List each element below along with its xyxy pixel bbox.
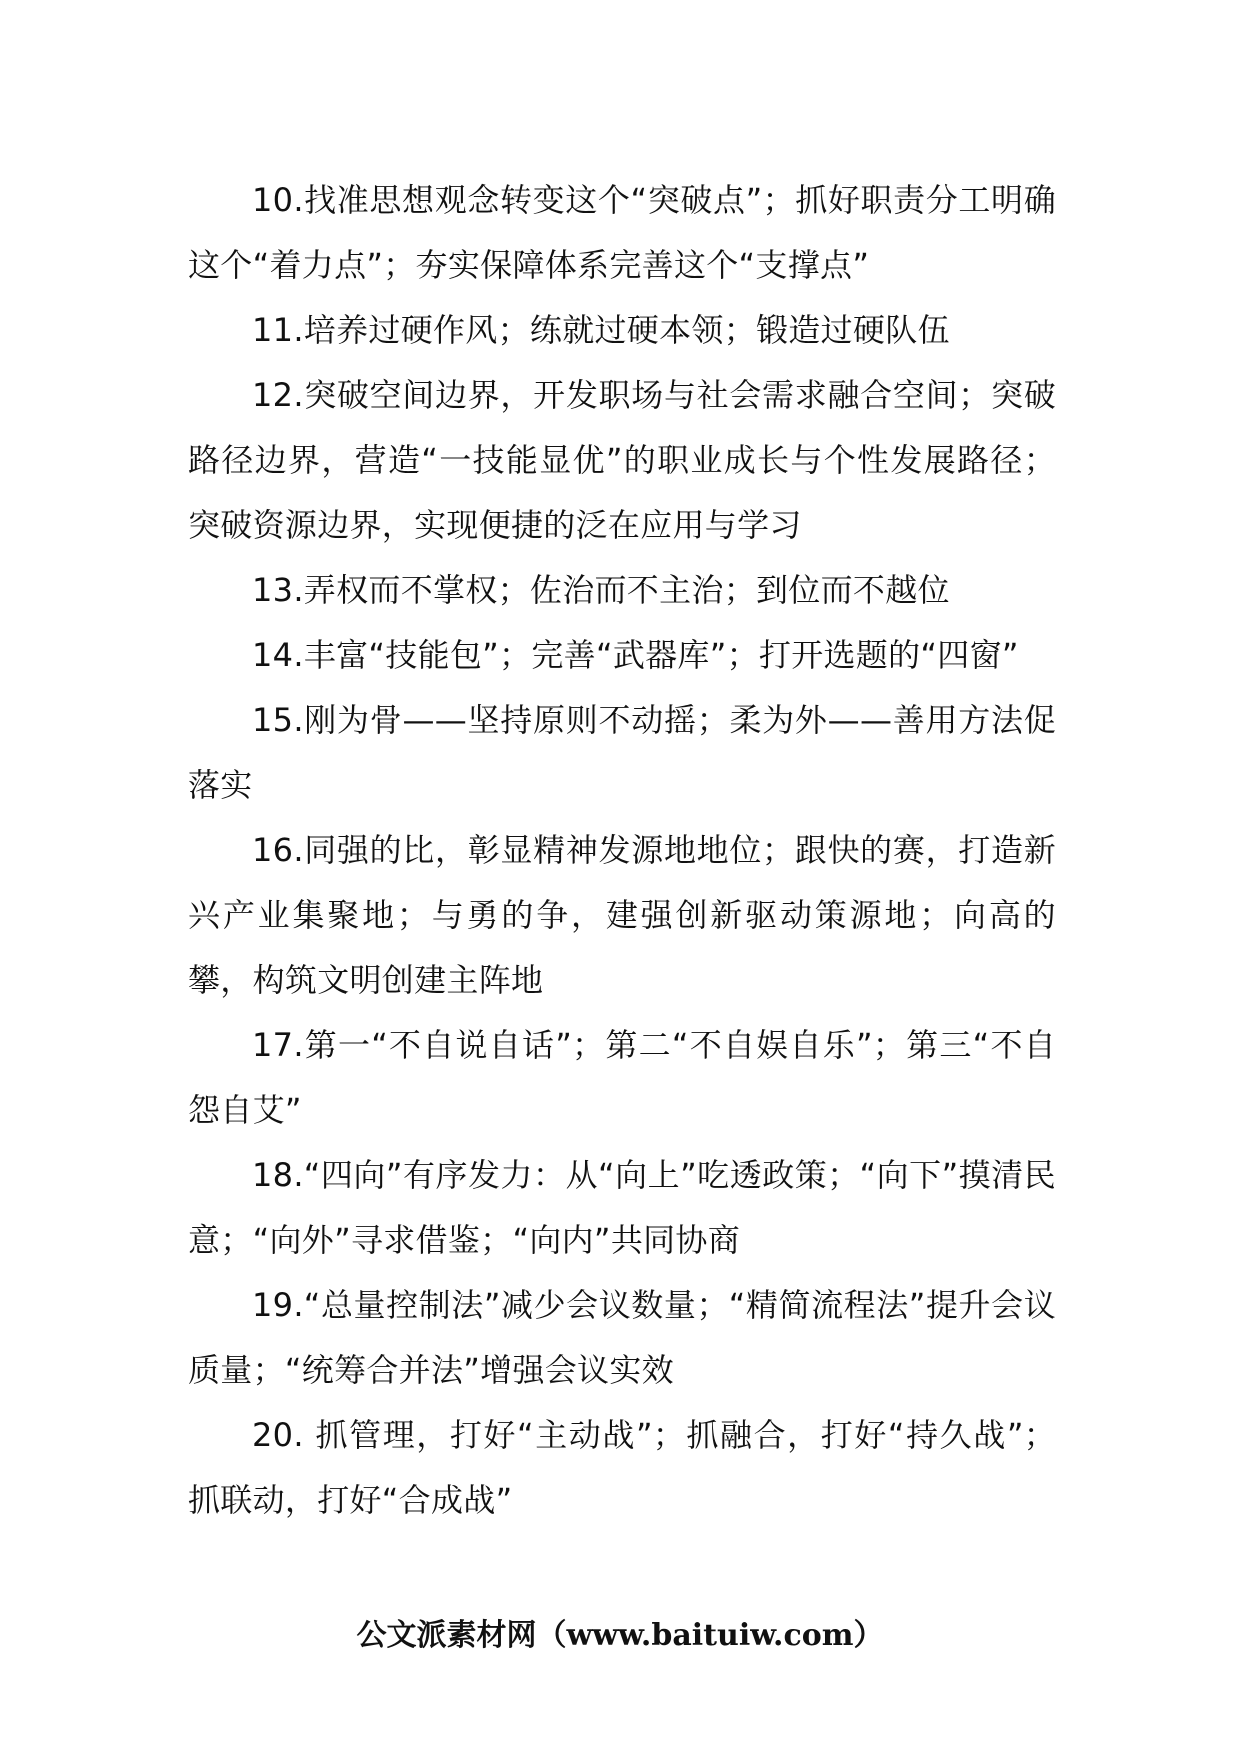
paragraph-12: 12.突破空间边界，开发职场与社会需求融合空间；突破路径边界，营造“一技能显优”的职业成长与个性发展路径；突破资源边界，实现便捷的泛在应用与学习 (188, 376, 1056, 544)
paragraph-20: 20. 抓管理，打好“主动战”；抓融合，打好“持久战”；抓联动，打好“合成战” (188, 1416, 1056, 1519)
paragraph-19: 19.“总量控制法”减少会议数量；“精简流程法”提升会议质量；“统筹合并法”增强会议实效 (188, 1286, 1056, 1389)
document-body (188, 168, 1056, 1533)
paragraph-10: 10.找准思想观念转变这个“突破点”；抓好职责分工明确这个“着力点”；夯实保障体系完善这个“支撑点” (188, 181, 1056, 284)
paragraph-15: 15.刚为骨——坚持原则不动摇；柔为外——善用方法促落实 (188, 701, 1056, 804)
paragraph-14: 14.丰富“技能包”；完善“武器库”；打开选题的“四窗” (252, 636, 1019, 674)
paragraph-18: 18.“四向”有序发力：从“向上”吃透政策；“向下”摸清民意；“向外”寻求借鉴；“向内”共同协商 (188, 1156, 1056, 1259)
paragraph-13: 13.弄权而不掌权；佐治而不主治；到位而不越位 (252, 571, 950, 609)
paragraph-16: 16.同强的比，彰显精神发源地地位；跟快的赛，打造新兴产业集聚地；与勇的争，建强创新驱动策源地；向高的攀，构筑文明创建主阵地 (188, 831, 1056, 999)
paragraph-11: 11.培养过硬作风；练就过硬本领；锻造过硬队伍 (252, 311, 950, 349)
paragraph-17: 17.第一“不自说自话”；第二“不自娱自乐”；第三“不自怨自艾” (188, 1026, 1056, 1129)
footer-watermark-text: 公文派素材网（www.baituiw.com） (356, 1618, 884, 1653)
